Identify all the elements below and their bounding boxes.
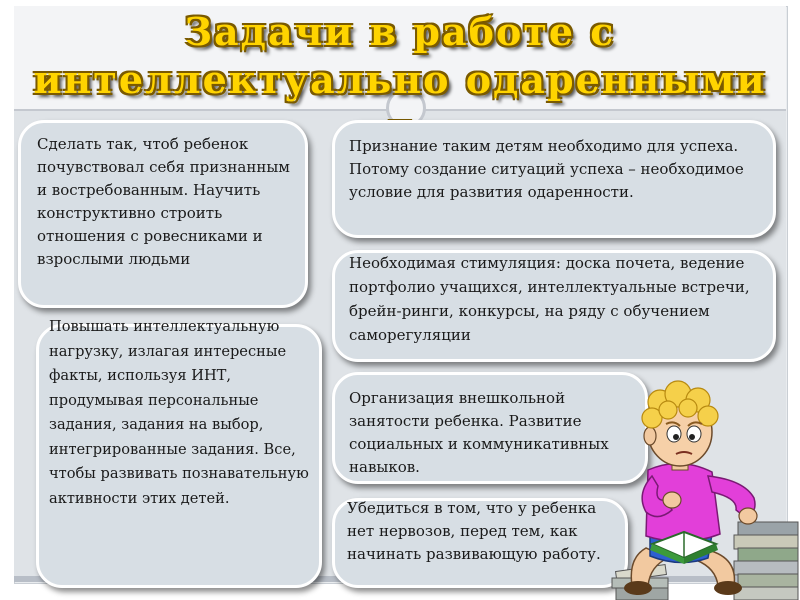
- callout-recognition: [18, 120, 308, 308]
- callout-workload: [36, 318, 322, 588]
- books-stack-icon: [734, 522, 798, 600]
- callout-text: Убедиться в том, что у ребенка нет нервозов, перед тем, как начинать развивающую работу.: [347, 499, 601, 563]
- callout-text: Сделать так, чтоб ребенок почувствовал себя признанным и востребованным. Научить конструктивно строить отношения с ровесниками и взрослыми людьми: [37, 135, 290, 268]
- thinking-boy-with-books-illustration: [588, 372, 800, 600]
- callout-stimulation: [332, 250, 776, 362]
- callout-text: Организация внешкольной занятости ребенка. Развитие социальных и коммуникативных навыков.: [349, 389, 609, 476]
- callout-text: Повышать интеллектуальную нагрузку, излагая интересные факты, используя ИНТ, продумывая персональные задания, задания на выбор, интегрированные задания. Все, чтобы развивать познавательную активности этих детей.: [49, 318, 309, 507]
- callout-text: Необходимая стимуляция: доска почета, ведение портфолио учащихся, интеллектуальные встречи, брейн-ринги, конкурсы, на ряду с обучением саморегуляции: [349, 254, 750, 344]
- callout-success: [332, 120, 776, 238]
- callout-text: Признание таким детям необходимо для успеха. Потому создание ситуаций успеха – необходимое условие для развития одаренности.: [349, 137, 744, 201]
- slide-title: Задачи в работе с интеллектуально одаренными: [33, 9, 767, 102]
- callout-neurosis: [332, 498, 628, 588]
